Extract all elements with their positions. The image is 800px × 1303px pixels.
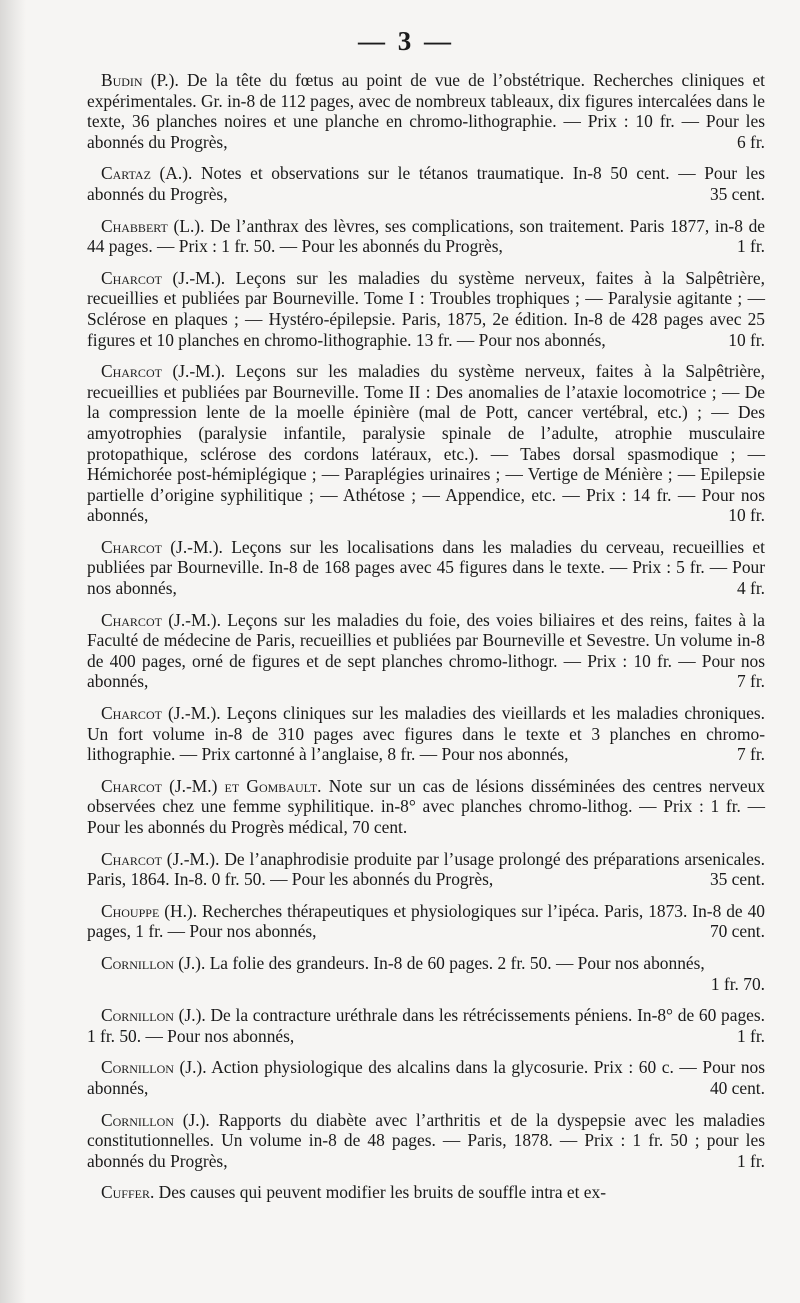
entry-author: Charcot (J.-M.) et Gombault. [101, 775, 322, 796]
entry-price: 35 cent. [709, 183, 765, 204]
catalog-entry [87, 70, 765, 152]
entry-text: La folie des grandeurs. In-8 de 60 pages. 2 fr. 50. — Pour nos abonnés, [209, 952, 705, 973]
entry-author: Charcot (J.-M.). [101, 703, 221, 724]
entry-price: 1 fr. [736, 1025, 765, 1046]
entry-price: 7 fr. [736, 671, 765, 692]
catalog-entry [87, 361, 765, 526]
catalog-entry [87, 163, 765, 204]
catalog-entry [87, 1110, 765, 1172]
entry-text: De l’anaphrodisie produite par l’usage prolongé des préparations arsenicales. Paris, 1864. In-8. 0 fr. 50. — Pour les abonnés du Progrès, [87, 848, 765, 890]
catalog-listing [87, 70, 765, 1214]
entry-text: Note sur un cas de lésions disséminées des centres nerveux observées chez une femme syphilitique. in-8° avec planches chromo-lithog. — Prix : 1 fr. — Pour les abonnés du Progrès médical, 70 cent. [87, 775, 766, 837]
binding-shadow [0, 0, 26, 1303]
entry-author: Charcot (J.-M.). [101, 536, 223, 557]
catalog-entry [87, 537, 765, 599]
entry-author: Cornillon (J.). [101, 1057, 207, 1078]
catalog-entry [87, 703, 765, 765]
entry-author: Cornillon (J.). [101, 1109, 210, 1130]
entry-author: Charcot (J.-M.). [101, 609, 221, 630]
entry-price: 1 fr. [736, 236, 765, 257]
catalog-entry [87, 1057, 765, 1098]
entry-author: Cornillon (J.). [101, 1005, 206, 1026]
entry-author: Cornillon (J.). [101, 952, 206, 973]
entry-text: Leçons cliniques sur les maladies des vieillards et les maladies chroniques. Un fort volume in-8 de 310 pages avec figures dans le texte et 3 planches en chromo-lithographie. — Prix cartonné à l’anglaise, 8 fr. — Pour nos abonnés, [87, 703, 765, 765]
catalog-entry [87, 1005, 765, 1046]
entry-author: Charcot (J.-M.). [101, 267, 226, 288]
entry-price: 35 cent. [709, 869, 765, 890]
entry-price: 10 fr. [728, 505, 765, 526]
entry-author: Cartaz (A.). [101, 163, 193, 184]
catalog-entry [87, 610, 765, 692]
entry-price: 70 cent. [709, 921, 765, 942]
page-number: — 3 — [358, 26, 454, 56]
entry-price: 40 cent. [709, 1077, 765, 1098]
entry-author: Chouppe (H.). [101, 900, 198, 921]
catalog-entry [87, 901, 765, 942]
catalog-entry [87, 953, 765, 994]
entry-author: Charcot (J.-M.). [101, 848, 220, 869]
entry-text: Notes et observations sur le tétanos traumatique. In-8 50 cent. — Pour les abonnés du Progrès, [87, 163, 765, 204]
entry-price: 10 fr. [728, 329, 765, 350]
entry-text: Action physiologique des alcalins dans la glycosurie. Prix : 60 c. — Pour nos abonnés, [87, 1057, 766, 1098]
entry-text: Recherches thérapeutiques et physiologiques sur l’ipéca. Paris, 1873. In-8 de 40 pages, 1 fr. — Pour nos abonnés, [87, 900, 765, 942]
entry-text: Leçons sur les maladies du système nerveux, faites à la Salpêtrière, recueillies et publiées par Bourneville. Tome I : Troubles trophiques ; — Paralysie agitante ; — Sclérose en plaques ; — Hystéro-épilepsie. Paris, 1875, 2e édition. In-8 de 428 pages avec 25 figures et 10 planches en chromo-lithographie. 13 fr. — Pour nos abonnés, [87, 267, 765, 350]
entry-price: 4 fr. [736, 578, 765, 599]
entry-price: 1 fr. [736, 1150, 765, 1171]
catalog-entry [87, 776, 765, 838]
catalog-entry [87, 849, 765, 890]
entry-author: Budin (P.). [101, 70, 179, 90]
entry-text: Leçons sur les maladies du système nerveux, faites à la Salpêtrière, recueillies et publiées par Bourneville. Tome II : Des anomalies de l’ataxie locomotrice ; — De la compression lente de la moelle épinière (mal de Pott, cancer vertébral, etc.) ; — Des amyotrophies (paralysie infantile, paralysie spinale de l’adulte, atrophie musculaire protopathique, sclérose des cordons latéraux, etc.). — Tabes dorsal spasmodique ; — Hémichorée post-hémiplégique ; — Paraplégies urinaires ; — Vertige de Ménière ; — Epilepsie partielle d’origine syphilitique ; — Athétose ; — Appendice, etc. — Prix : 14 fr. — Pour nos abonnés, [87, 361, 765, 526]
entry-text: De l’anthrax des lèvres, ses complications, son traitement. Paris 1877, in-8 de 44 pages. — Prix : 1 fr. 50. — Pour les abonnés du Progrès, [87, 215, 765, 257]
entry-text: Leçons sur les localisations dans les maladies du cerveau, recueillies et publiées par Bourneville. In-8 de 168 pages avec 45 figures dans le texte. — Prix : 5 fr. — Pour nos abonnés, [87, 536, 765, 599]
entry-text: De la contracture uréthrale dans les rétrécissements péniens. In-8° de 60 pages. 1 fr. 50. — Pour nos abonnés, [87, 1005, 765, 1046]
entry-text: Rapports du diabète avec l’arthritis et de la dyspepsie avec les maladies constitutionnelles. Un volume in-8 de 48 pages. — Paris, 1878. — Prix : 1 fr. 50 ; pour les abonnés du Progrès, [87, 1109, 765, 1171]
entry-author: Cuffer. [101, 1182, 155, 1203]
entry-text: Des causes qui peuvent modifier les bruits de souffle intra et ex- [158, 1182, 607, 1203]
entry-price: 1 fr. 70. [710, 973, 765, 994]
entry-price: 6 fr. [736, 131, 765, 152]
entry-author: Chabbert (L.). [101, 215, 205, 236]
entry-author: Charcot (J.-M.). [101, 361, 226, 382]
entry-price: 7 fr. [736, 744, 765, 765]
catalog-entry [87, 216, 765, 257]
entry-text: Leçons sur les maladies du foie, des voies biliaires et des reins, faites à la Faculté de médecine de Paris, recueillies et publiées par Bourneville et Sevestre. Un volume in-8 de 400 pages, orné de figures et de sept planches chromo-lithogr. — Prix : 10 fr. — Pour nos abonnés, [87, 609, 765, 692]
entry-text: De la tête du fœtus au point de vue de l’obstétrique. Recherches cliniques et expérimentales. Gr. in-8 de 112 pages, avec de nombreux tableaux, dix figures intercalées dans le texte, 36 planches noires et une planche en chromo-lithographie. — Prix : 10 fr. — Pour les abonnés du Progrès, [87, 70, 765, 152]
catalog-entry [87, 1182, 765, 1203]
catalog-entry [87, 268, 765, 350]
